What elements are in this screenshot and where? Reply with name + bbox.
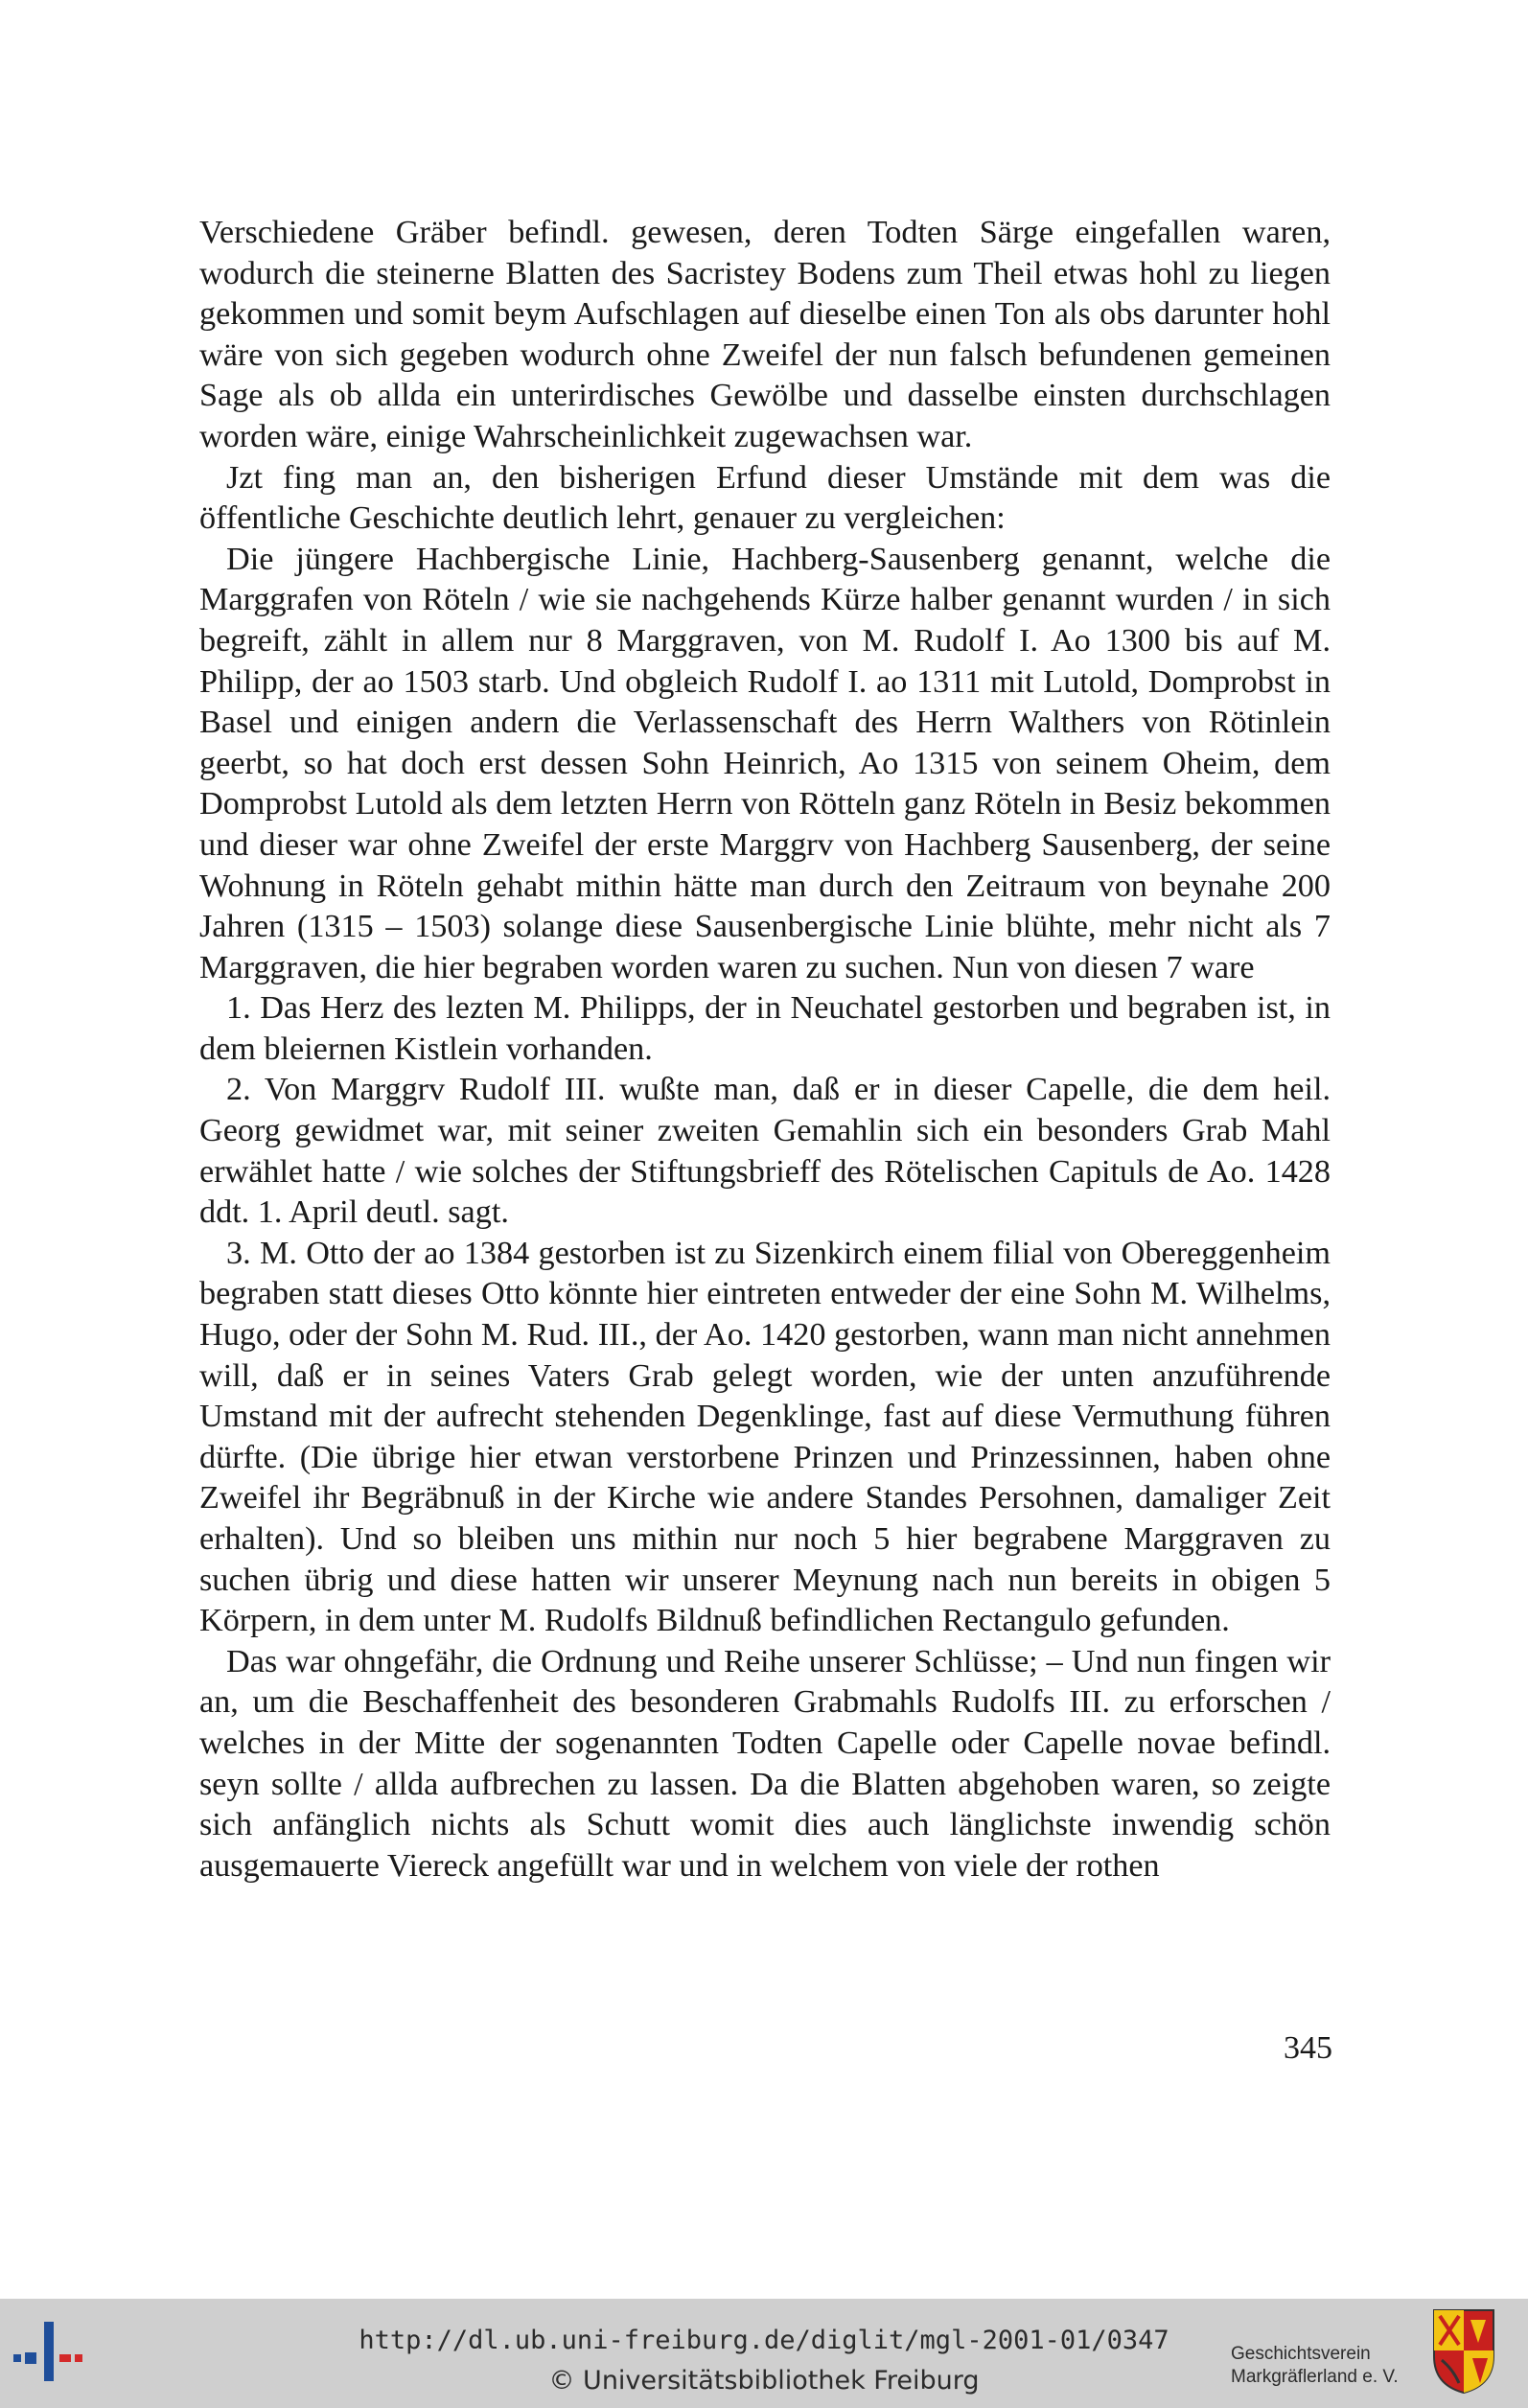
paragraph: 3. M. Otto der ao 1384 gestorben ist zu Sizenkirch einem filial von Obereggenheim begraben statt dieses Otto könnte hier eintreten entweder der eine Sohn M. Wilhelms, Hugo, oder der Sohn M. Rud. III., der Ao. 1420 gestorben, wann man nicht annehmen will, daß er in seines Vaters Grab gelegt worden, wie der unten anzuführende Umstand mit der aufrecht stehenden Degenklinge, fast auf diese Vermuthung führen dürfte. (Die übrige hier etwan verstorbene Prinzen und Prinzessinnen, haben ohne Zweifel ihr Begräbnuß in der Kirche wie andere Standes Persohnen, damaliger Zeit erhalten). Und so bleiben uns mithin nur noch 5 hier begrabene Marggraven zu suchen übrig und diese hatten wir unserer Meynung nach nun bereits in obigen 5 Körpern, in dem unter M. Rudolfs Bildnuß befindlichen Rectangulo gefunden.	[199, 1235, 1331, 1639]
footer-copyright: © Universitätsbibliothek Freiburg	[548, 2366, 980, 2396]
society-name-line: Markgräflerland e. V.	[1231, 2367, 1399, 2387]
paragraph: Jzt fing man an, den bisherigen Erfund dieser Umstände mit dem was die öffentliche Geschichte deutlich lehrt, genauer zu vergleichen:	[199, 459, 1331, 537]
paragraph: Verschiedene Gräber befindl. gewesen, deren Todten Särge eingefallen waren, wodurch die steinerne Blatten des Sacristey Bodens zum Theil etwas hohl zu liegen gekommen und somit beym Aufschlagen auf dieselbe einen Ton als obs darunter hohl wäre von sich gegeben wodurch ohne Zweifel der nun falsch befundenen gemeinen Sage als ob allda ein unterirdisches Gewölbe und dasselbe einsten durchschlagen worden wäre, einige Wahrscheinlichkeit zugewachsen war.	[199, 215, 1331, 454]
society-name-line: Geschichtsverein	[1231, 2344, 1371, 2364]
footer-bar	[0, 2299, 1528, 2408]
coat-of-arms-icon	[1430, 2306, 1497, 2396]
society-name	[1231, 2343, 1423, 2389]
page-body-text	[199, 213, 1331, 1887]
footer-url-link[interactable]: http://dl.ub.uni-freiburg.de/diglit/mgl-2001-01/0347	[359, 2326, 1169, 2355]
paragraph: 2. Von Marggrv Rudolf III. wußte man, daß er in dieser Capelle, die dem heil. Georg gewidmet war, mit seiner zweiten Gemahlin sich ein besonders Grab Mahl erwählet hatte / wie solches der Stiftungsbrieff des Rötelischen Capituls de Ao. 1428 ddt. 1. April deutl. sagt.	[199, 1072, 1331, 1231]
paragraph: Das war ohngefähr, die Ordnung und Reihe unserer Schlüsse; – Und nun fingen wir an, um die Beschaffenheit des besonderen Grabmahls Rudolfs III. zu erforschen / welches in der Mitte der sogenannten Todten Capelle oder Capelle novae befindl. seyn sollte / allda aufbrechen zu lassen. Da die Blatten abgehoben waren, so zeigte sich anfänglich nichts als Schutt womit dies auch länglichste inwendig schön ausgemauerte Viereck angefüllt war und in welchem von viele der rothen	[199, 1643, 1331, 1884]
paragraph: 1. Das Herz des lezten M. Philipps, der in Neuchatel gestorben und begraben ist, in dem bleiernen Kistlein vorhanden.	[199, 990, 1331, 1067]
paragraph: Die jüngere Hachbergische Linie, Hachberg-Sausenberg genannt, welche die Marggrafen von Röteln / wie sie nachgehends Kürze halber genannt wurden / in sich begreift, zählt in allem nur 8 Marggraven, von M. Rudolf I. Ao 1300 bis auf M. Philipp, der ao 1503 starb. Und obgleich Rudolf I. ao 1311 mit Lutold, Domprobst in Basel und einigen andern die Verlassenschaft des Herrn Walthers von Rötinlein geerbt, so hat doch erst dessen Sohn Heinrich, Ao 1315 von seinem Oheim, dem Domprobst Lutold als dem letzten Herrn von Rötteln ganz Röteln in Besiz bekommen und dieser war ohne Zweifel der erste Marggrv von Hachberg Sausenberg, der seine Wohnung in Röteln gehabt mithin hätte man durch den Zeitraum von beynahe 200 Jahren (1315 – 1503) solange diese Sausenbergische Linie blühte, mehr nicht als 7 Marggraven, die hier begraben worden waren zu suchen. Nun von diesen 7 ware	[199, 541, 1331, 985]
page-number: 345	[1284, 2030, 1332, 2066]
